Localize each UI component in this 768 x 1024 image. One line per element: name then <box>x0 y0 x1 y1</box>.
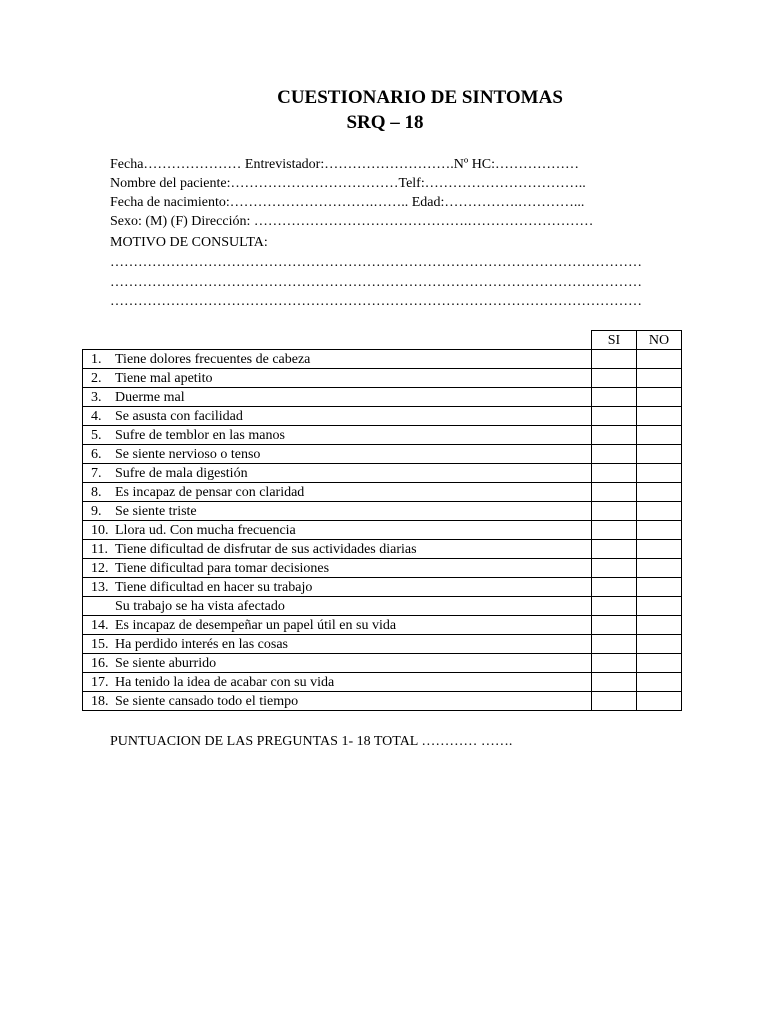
question-number: 18. <box>91 693 109 709</box>
answer-no-cell[interactable] <box>637 483 682 502</box>
table-row <box>83 426 682 445</box>
answer-si-cell[interactable] <box>592 635 637 654</box>
table-row <box>83 521 682 540</box>
question-cell <box>83 369 592 388</box>
question-cell <box>83 350 592 369</box>
table-row <box>83 692 682 711</box>
answer-si-cell[interactable] <box>592 597 637 616</box>
answer-si-cell[interactable] <box>592 369 637 388</box>
answer-si-cell[interactable] <box>592 388 637 407</box>
question-cell <box>83 540 592 559</box>
answer-no-cell[interactable] <box>637 597 682 616</box>
question-number: 9. <box>91 503 102 519</box>
symptom-table <box>82 330 682 711</box>
col-si-header: SI <box>592 331 637 350</box>
question-text: Llora ud. Con mucha frecuencia <box>115 522 296 538</box>
question-number: 6. <box>91 446 102 462</box>
question-text: Tiene dificultad para tomar decisiones <box>115 560 330 576</box>
question-cell <box>83 464 592 483</box>
answer-si-cell[interactable] <box>592 350 637 369</box>
question-number: 15. <box>91 636 109 652</box>
table-row <box>83 445 682 464</box>
table-row <box>83 578 682 597</box>
answer-no-cell[interactable] <box>637 502 682 521</box>
question-number: 10. <box>91 522 109 538</box>
question-text: Tiene dificultad de disfrutar de sus actividades diarias <box>115 541 417 557</box>
question-text: Tiene dolores frecuentes de cabeza <box>115 351 311 367</box>
answer-no-cell[interactable] <box>637 350 682 369</box>
header-line-motivo: MOTIVO DE CONSULTA: <box>110 235 268 250</box>
question-cell <box>83 426 592 445</box>
answer-no-cell[interactable] <box>637 654 682 673</box>
question-number: 8. <box>91 484 102 500</box>
question-number: 16. <box>91 655 109 671</box>
form-title: CUESTIONARIO DE SINTOMAS <box>277 87 563 108</box>
question-number: 4. <box>91 408 102 424</box>
question-number: 17. <box>91 674 109 690</box>
question-cell <box>83 578 592 597</box>
question-number: 5. <box>91 427 102 443</box>
question-text: Se asusta con facilidad <box>115 408 243 424</box>
answer-no-cell[interactable] <box>637 673 682 692</box>
answer-no-cell[interactable] <box>637 559 682 578</box>
header-line-nacimiento: Fecha de nacimiento:………………………….…….. Edad:…………….…………... <box>110 195 585 210</box>
table-row <box>83 597 682 616</box>
answer-si-cell[interactable] <box>592 654 637 673</box>
answer-no-cell[interactable] <box>637 616 682 635</box>
table-row <box>83 502 682 521</box>
question-text: Es incapaz de desempeñar un papel útil en su vida <box>115 617 397 633</box>
table-row <box>83 540 682 559</box>
question-text: Duerme mal <box>115 389 185 405</box>
header-line-fecha: Fecha………………… Entrevistador:……………………….Nº HC:……………… <box>110 157 580 172</box>
question-cell <box>83 407 592 426</box>
answer-no-cell[interactable] <box>637 692 682 711</box>
question-number: 3. <box>91 389 102 405</box>
table-row <box>83 369 682 388</box>
answer-si-cell[interactable] <box>592 464 637 483</box>
form-subtitle: SRQ – 18 <box>346 112 424 133</box>
question-cell <box>83 502 592 521</box>
question-text: Sufre de mala digestión <box>115 465 248 481</box>
score-line: PUNTUACION DE LAS PREGUNTAS 1- 18 TOTAL ………… ……. <box>110 734 513 749</box>
question-text: Es incapaz de pensar con claridad <box>115 484 305 500</box>
answer-si-cell[interactable] <box>592 540 637 559</box>
question-text: Se siente triste <box>115 503 197 519</box>
question-text: Sufre de temblor en las manos <box>115 427 285 443</box>
table-header-row <box>83 331 682 350</box>
answer-no-cell[interactable] <box>637 407 682 426</box>
question-cell <box>83 597 592 616</box>
table-row <box>83 654 682 673</box>
answer-no-cell[interactable] <box>637 540 682 559</box>
answer-si-cell[interactable] <box>592 673 637 692</box>
question-text: Tiene dificultad en hacer su trabajo <box>115 579 313 595</box>
table-row <box>83 350 682 369</box>
question-text: Ha perdido interés en las cosas <box>115 636 288 652</box>
answer-no-cell[interactable] <box>637 445 682 464</box>
question-cell <box>83 388 592 407</box>
question-text: Tiene mal apetito <box>115 370 213 386</box>
question-cell <box>83 635 592 654</box>
table-row <box>83 673 682 692</box>
answer-no-cell[interactable] <box>637 635 682 654</box>
question-number: 7. <box>91 465 102 481</box>
question-cell <box>83 692 592 711</box>
answer-si-cell[interactable] <box>592 483 637 502</box>
answer-si-cell[interactable] <box>592 502 637 521</box>
motivo-dotted-line: …………………………………………………………………………………………………… <box>110 294 642 309</box>
question-number: 2. <box>91 370 102 386</box>
question-text: Se siente nervioso o tenso <box>115 446 261 462</box>
motivo-dotted-line: …………………………………………………………………………………………………… <box>110 275 642 290</box>
answer-no-cell[interactable] <box>637 521 682 540</box>
question-cell <box>83 616 592 635</box>
table-row <box>83 483 682 502</box>
answer-si-cell[interactable] <box>592 616 637 635</box>
question-text: Se siente aburrido <box>115 655 217 671</box>
table-row <box>83 388 682 407</box>
question-cell <box>83 483 592 502</box>
header-line-nombre: Nombre del paciente:………………………………Telf:…………………………….. <box>110 176 586 191</box>
question-text: Se siente cansado todo el tiempo <box>115 693 299 709</box>
question-number: 1. <box>91 351 102 367</box>
table-row <box>83 464 682 483</box>
table-row <box>83 559 682 578</box>
col-no-header: NO <box>637 331 682 350</box>
answer-si-cell[interactable] <box>592 578 637 597</box>
answer-no-cell[interactable] <box>637 578 682 597</box>
question-number: 11. <box>91 541 108 557</box>
question-number: 12. <box>91 560 109 576</box>
question-cell <box>83 654 592 673</box>
question-number: 13. <box>91 579 109 595</box>
answer-si-cell[interactable] <box>592 407 637 426</box>
answer-no-cell[interactable] <box>637 426 682 445</box>
question-cell <box>83 521 592 540</box>
answer-no-cell[interactable] <box>637 464 682 483</box>
question-text: Su trabajo se ha vista afectado <box>115 598 285 614</box>
table-row <box>83 407 682 426</box>
header-line-sexo: Sexo: (M) (F) Dirección: ……………………………………….……………………… <box>110 214 594 229</box>
answer-si-cell[interactable] <box>592 521 637 540</box>
table-row <box>83 635 682 654</box>
motivo-dotted-line: …………………………………………………………………………………………………… <box>110 255 642 270</box>
answer-no-cell[interactable] <box>637 388 682 407</box>
question-number: 14. <box>91 617 109 633</box>
answer-si-cell[interactable] <box>592 692 637 711</box>
question-text: Ha tenido la idea de acabar con su vida <box>115 674 335 690</box>
answer-si-cell[interactable] <box>592 559 637 578</box>
question-cell <box>83 673 592 692</box>
question-cell <box>83 559 592 578</box>
question-cell <box>83 445 592 464</box>
answer-si-cell[interactable] <box>592 445 637 464</box>
table-row <box>83 616 682 635</box>
answer-si-cell[interactable] <box>592 426 637 445</box>
answer-no-cell[interactable] <box>637 369 682 388</box>
